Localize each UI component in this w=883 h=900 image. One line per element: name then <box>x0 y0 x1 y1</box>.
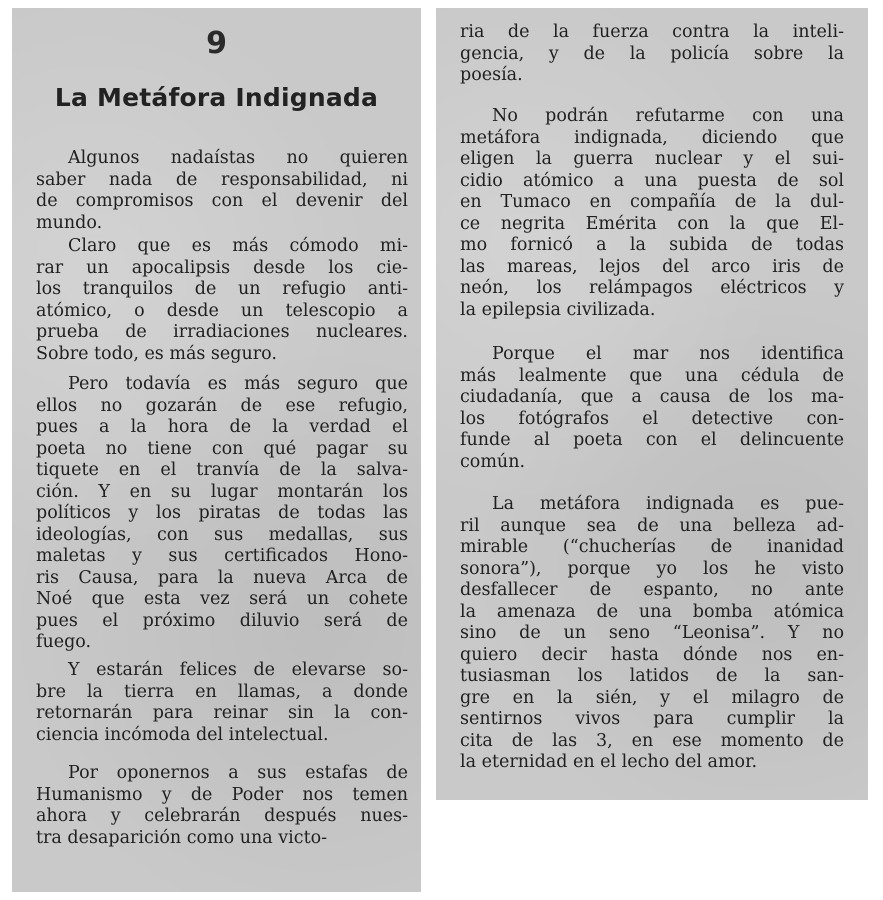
text-line <box>36 660 408 682</box>
paragraph <box>460 22 844 87</box>
text-line: prueba de irradiaciones nucleares. <box>36 322 408 342</box>
newspaper-clipping-right <box>436 8 868 800</box>
text-line <box>460 494 844 516</box>
text-line-content: No podrán refutarme con una <box>492 106 844 126</box>
text-line: tra desaparición como una victo- <box>36 827 328 848</box>
text-line <box>36 236 408 258</box>
text-line: ción. Y en su lugar montarán los <box>36 481 408 502</box>
text-line: más lealmente que una cédula de <box>460 365 844 386</box>
text-line: metáfora indignada, diciendo que <box>460 127 844 148</box>
text-line <box>36 148 408 170</box>
text-line: de compromisos con el devenir del <box>36 191 408 211</box>
text-line: ril aunque sea de una belleza ad- <box>460 515 844 536</box>
text-line: en Tumaco en compañía de la dul- <box>460 192 844 212</box>
text-line-content: Claro que es más cómodo mi- <box>68 236 408 256</box>
text-line-content: Pero todavía es más seguro que <box>68 374 408 394</box>
text-line: ahora y celebrarán después nues- <box>36 806 408 826</box>
text-line: ciudadanía, que a causa de los ma- <box>460 387 844 407</box>
text-line: quiero decir hasta dónde nos en- <box>460 644 844 665</box>
paragraph <box>36 374 408 654</box>
paragraph <box>460 344 844 473</box>
text-line: mundo. <box>36 212 103 233</box>
text-line: tiquete en el tranvía de la salva- <box>36 460 408 480</box>
paragraph <box>460 106 844 321</box>
text-line: pues a la hora de la verdad el <box>36 417 408 437</box>
paragraph <box>36 763 408 849</box>
text-line: bre la tierra en llamas, a donde <box>36 681 408 702</box>
text-line: ciencia incómoda del intelectual. <box>36 724 329 745</box>
text-line: sino de un seno “Leonisa”. Y no <box>460 623 844 643</box>
text-line: Noé que esta vez será un cohete <box>36 589 408 609</box>
text-line: neón, los relámpagos eléctricos y <box>460 278 844 298</box>
text-line: sentirnos vivos para cumplir la <box>460 709 844 729</box>
text-line: las mareas, lejos del arco iris de <box>460 256 844 277</box>
text-line <box>460 106 844 128</box>
text-line: ideologías, con sus medallas, sus <box>36 524 408 545</box>
text-line <box>36 374 408 396</box>
text-line: atómico, o desde un telescopio a <box>36 300 408 321</box>
text-line: la eternidad en el lecho del amor. <box>460 752 758 772</box>
text-line: ria de la fuerza contra la inteli- <box>460 22 844 42</box>
newspaper-clipping-left <box>12 8 421 892</box>
text-line: pues el próximo diluvio será de <box>36 610 408 631</box>
text-line: funde al poeta con el delincuente <box>460 430 844 450</box>
paragraph <box>460 494 844 774</box>
text-line: maletas y sus certificados Hono- <box>36 546 408 566</box>
text-line-content: Y estarán felices de elevarse so- <box>68 660 408 680</box>
text-line-content: Porque el mar nos identifica <box>492 344 844 364</box>
text-line: eligen la guerra nuclear y el sui- <box>460 149 844 169</box>
text-line: rar un apocalipsis desde los cie- <box>36 257 408 278</box>
text-line: gencia, y de la policía sobre la <box>460 43 844 64</box>
text-line-content: Algunos nadaístas no quieren <box>68 148 408 168</box>
text-line: gre en la sién, y el milagro de <box>460 687 844 708</box>
paragraph <box>36 660 408 746</box>
article-title: La Metáfora Indignada <box>54 83 379 112</box>
text-line: los tranquilos de un refugio anti- <box>36 279 408 299</box>
text-line: poeta no tiene con qué pagar su <box>36 438 408 459</box>
text-line: fuego. <box>36 632 92 652</box>
text-line: mo fornicó a la subida de todas <box>460 235 844 255</box>
text-line: tusiasman los latidos de la san- <box>460 666 844 686</box>
text-line: saber nada de responsabilidad, ni <box>36 169 408 190</box>
text-line: ce negrita Emérita con la que El- <box>460 213 844 234</box>
text-line: políticos y los piratas de todas las <box>36 503 408 523</box>
paragraph <box>36 236 408 365</box>
article-number: 9 <box>206 26 227 61</box>
text-line: cita de las 3, en ese momento de <box>460 730 844 751</box>
text-line: los fotógrafos el detective con- <box>460 408 844 429</box>
text-line: Sobre todo, es más seguro. <box>36 343 277 364</box>
text-line: mirable (“chucherías de inanidad <box>460 537 844 557</box>
text-line: cidio atómico a una puesta de sol <box>460 170 844 191</box>
text-line: la amenaza de una bomba atómica <box>460 601 844 622</box>
text-line: ellos no gozarán de ese refugio, <box>36 395 408 416</box>
text-line: sonora”), porque yo los he visto <box>460 558 844 579</box>
paragraph <box>36 148 408 234</box>
text-line: poesía. <box>460 65 523 85</box>
text-line <box>36 763 408 785</box>
text-line-content: Por oponernos a sus estafas de <box>68 763 408 783</box>
text-line: ris Causa, para la nueva Arca de <box>36 567 408 588</box>
text-line: retornarán para reinar sin la con- <box>36 703 408 723</box>
text-line <box>460 344 844 366</box>
text-line-content: La metáfora indignada es pue- <box>492 494 844 514</box>
text-line: Humanismo y de Poder nos temen <box>36 784 408 805</box>
text-line: la epilepsia civilizada. <box>460 299 656 320</box>
text-line: desfallecer de espanto, no ante <box>460 580 844 600</box>
text-line: común. <box>460 451 526 472</box>
